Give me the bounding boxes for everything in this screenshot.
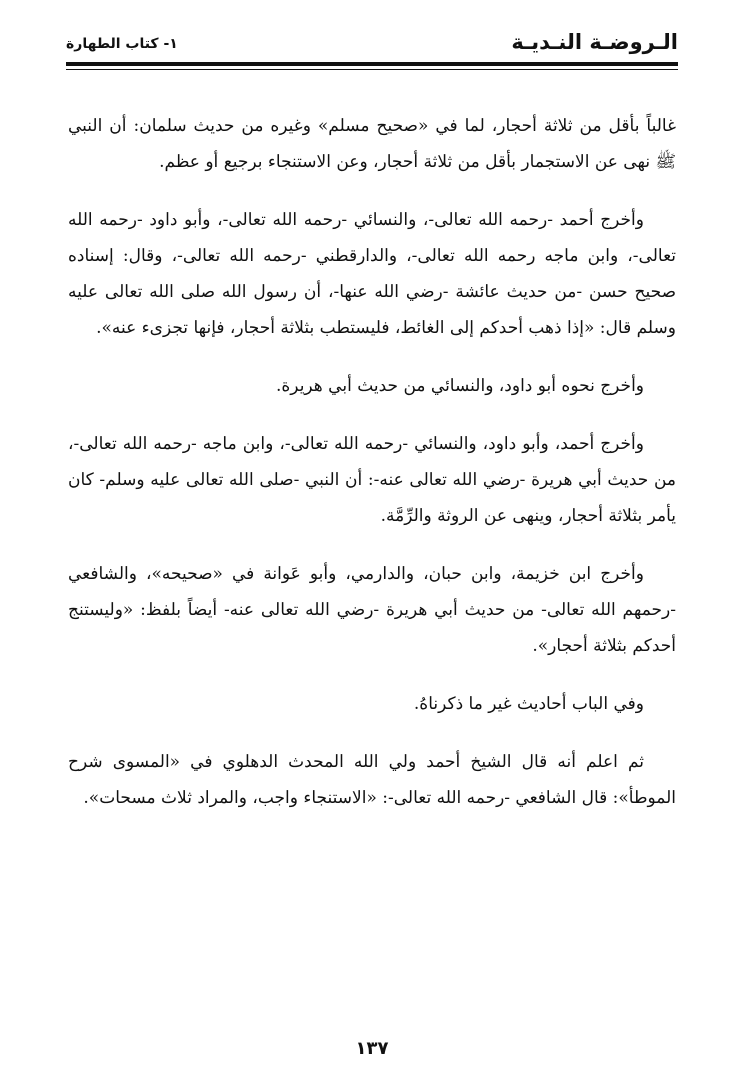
header-divider-thick: [66, 62, 678, 66]
paragraph-6: وفي الباب أحاديث غير ما ذكرناهُ.: [413, 694, 644, 714]
paragraph-3: وأخرج نحوه أبو داود، والنسائي من حديث أبي هريرة.: [276, 376, 644, 396]
running-header: [66, 26, 678, 64]
header-divider-thin: [66, 69, 678, 70]
paragraph-5: وأخرج ابن خزيمة، وابن حبان، والدارمي، وأبو عَوانة في «صحيحه»، والشافعي -رحمهم الله تعالى- من حديث أبي هريرة -رضي الله تعالى عنه- أيضاً بلفظ: «وليستنج أحدكم بثلاثة أحجار».: [68, 564, 676, 656]
paragraph-4: وأخرج أحمد، وأبو داود، والنسائي -رحمه الله تعالى-، وابن ماجه -رحمه الله تعالى-، من حديث أبي هريرة -رضي الله تعالى عنه-: أن النبي -صلى الله تعالى عليه وسلم- كان يأمر بثلاثة أحجار، وينهى عن الروثة والرِّمَّة.: [68, 434, 676, 526]
chapter-title: ١- كتاب الطهارة: [66, 36, 178, 52]
book-title: الـروضـة النـديـة: [511, 30, 678, 54]
page-body: [68, 108, 676, 838]
paragraph-2: وأخرج أحمد -رحمه الله تعالى-، والنسائي -رحمه الله تعالى-، وأبو داود -رحمه الله تعالى-، وابن ماجه رحمه الله تعالى-، والدارقطني -رحمه الله تعالى-، وقال: إسناده صحيح حسن -من حديث عائشة -رضي الله عنها-، أن رسول الله صلى الله تعالى عليه وسلم قال: «إذا ذهب أحدكم إلى الغائط، فليستطب بثلاثة أحجار، فإنها تجزىء عنه».: [68, 210, 676, 338]
paragraph-7: ثم اعلم أنه قال الشيخ أحمد ولي الله المحدث الدهلوي في «المسوى شرح الموطأ»: قال الشافعي -رحمه الله تعالى-: «الاستنجاء واجب، والمراد ثلاث مسحات».: [68, 752, 676, 808]
page-number: ١٣٧: [355, 1038, 389, 1059]
paragraph-1: غالباً بأقل من ثلاثة أحجار، لما في «صحيح مسلم» وغيره من حديث سلمان: أن النبي ﷺ نهى عن الاستجمار بأقل من ثلاثة أحجار، وعن الاستنجاء برجيع أو عظم.: [68, 116, 676, 172]
